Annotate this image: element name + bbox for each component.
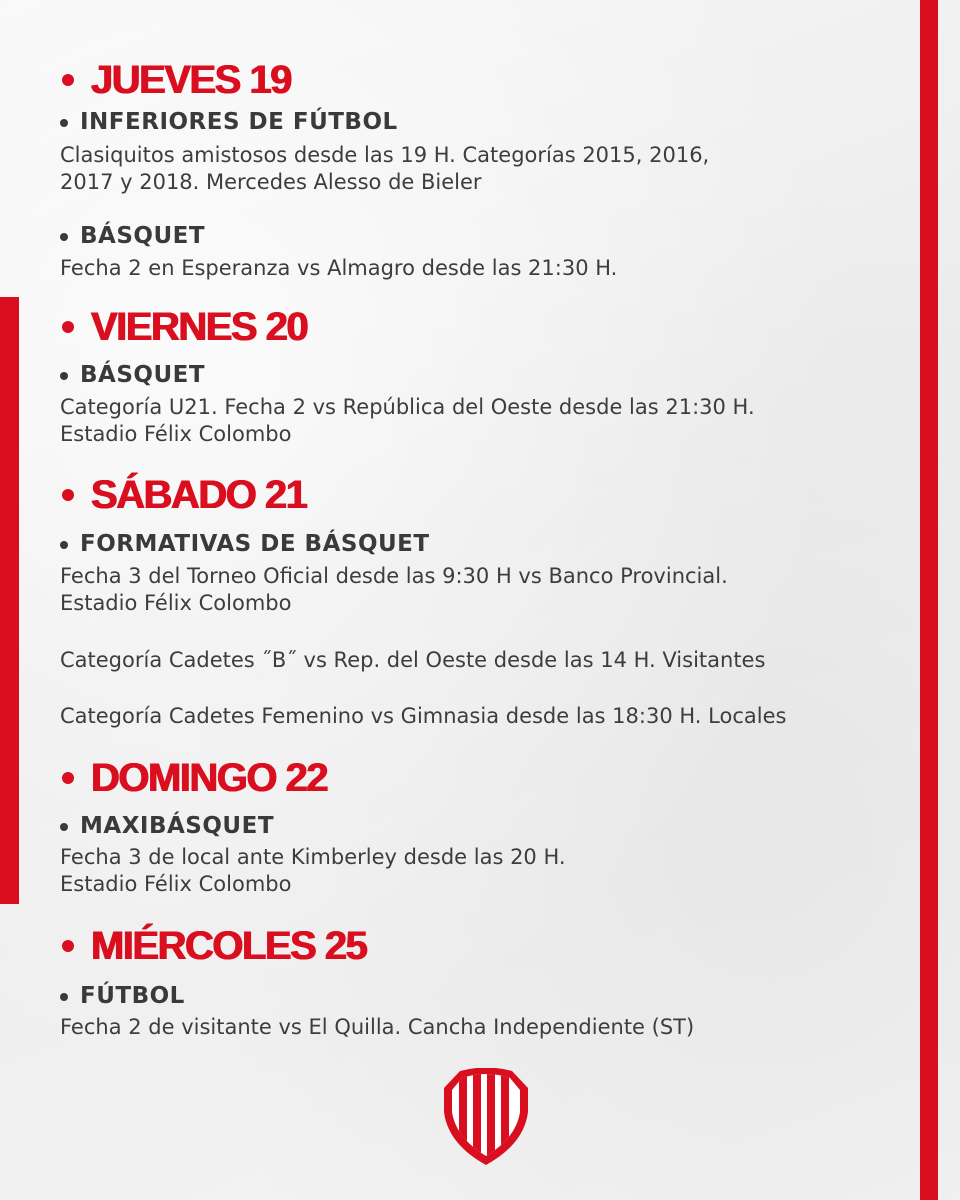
event-detail: Fecha 2 en Esperanza vs Almagro desde las 21:30 H. xyxy=(60,256,618,280)
day-title: MIÉRCOLES 25 xyxy=(91,924,367,968)
day-title: JUEVES 19 xyxy=(91,58,291,102)
event-detail: Fecha 3 de local ante Kimberley desde las 20 H. xyxy=(60,845,566,869)
event-detail: 2017 y 2018. Mercedes Alesso de Bieler xyxy=(60,170,482,194)
event-title: BÁSQUET xyxy=(80,362,206,388)
event-detail: Estadio Félix Colombo xyxy=(60,872,292,896)
event-title: FORMATIVAS DE BÁSQUET xyxy=(80,531,430,557)
event-detail: Fecha 3 del Torneo Oficial desde las 9:30 H vs Banco Provincial. xyxy=(60,564,728,588)
bullet-dot-icon xyxy=(62,321,74,333)
day-heading-jueves xyxy=(62,60,291,100)
club-shield-logo-icon xyxy=(442,1068,530,1166)
bullet-dot-icon xyxy=(62,489,74,501)
event-title: MAXIBÁSQUET xyxy=(80,813,275,839)
event-title: INFERIORES DE FÚTBOL xyxy=(80,109,398,135)
left-red-bar xyxy=(0,297,19,904)
event-detail: Fecha 2 de visitante vs El Quilla. Cancha Independiente (ST) xyxy=(60,1015,695,1039)
event-detail: Categoría Cadetes ˝B˝ vs Rep. del Oeste desde las 14 H. Visitantes xyxy=(60,648,766,672)
bullet-dot-icon xyxy=(62,772,74,784)
bullet-dot-icon xyxy=(60,823,68,831)
event-detail: Estadio Félix Colombo xyxy=(60,422,292,446)
bullet-dot-icon xyxy=(62,940,74,952)
event-detail: Clasiquitos amistosos desde las 19 H. Categorías 2015, 2016, xyxy=(60,143,710,167)
event-title: BÁSQUET xyxy=(80,223,206,249)
day-title: DOMINGO 22 xyxy=(91,756,328,800)
event-heading xyxy=(60,111,398,134)
event-heading xyxy=(60,815,274,838)
event-heading xyxy=(60,225,205,248)
right-red-bar xyxy=(920,0,938,1200)
bullet-dot-icon xyxy=(60,541,68,549)
bullet-dot-icon xyxy=(62,74,74,86)
day-heading-sabado xyxy=(62,475,306,515)
day-heading-miercoles xyxy=(62,926,366,966)
day-title: VIERNES 20 xyxy=(91,305,308,349)
event-heading xyxy=(60,985,185,1008)
bullet-dot-icon xyxy=(60,233,68,241)
event-detail: Estadio Félix Colombo xyxy=(60,591,292,615)
bullet-dot-icon xyxy=(60,993,68,1001)
day-heading-domingo xyxy=(62,758,327,798)
day-heading-viernes xyxy=(62,307,307,347)
event-detail: Categoría Cadetes Femenino vs Gimnasia desde las 18:30 H. Locales xyxy=(60,704,787,728)
event-title: FÚTBOL xyxy=(80,983,185,1009)
day-title: SÁBADO 21 xyxy=(91,473,307,517)
event-detail: Categoría U21. Fecha 2 vs República del Oeste desde las 21:30 H. xyxy=(60,395,755,419)
bullet-dot-icon xyxy=(60,119,68,127)
bullet-dot-icon xyxy=(60,372,68,380)
event-heading xyxy=(60,533,430,556)
event-heading xyxy=(60,364,205,387)
